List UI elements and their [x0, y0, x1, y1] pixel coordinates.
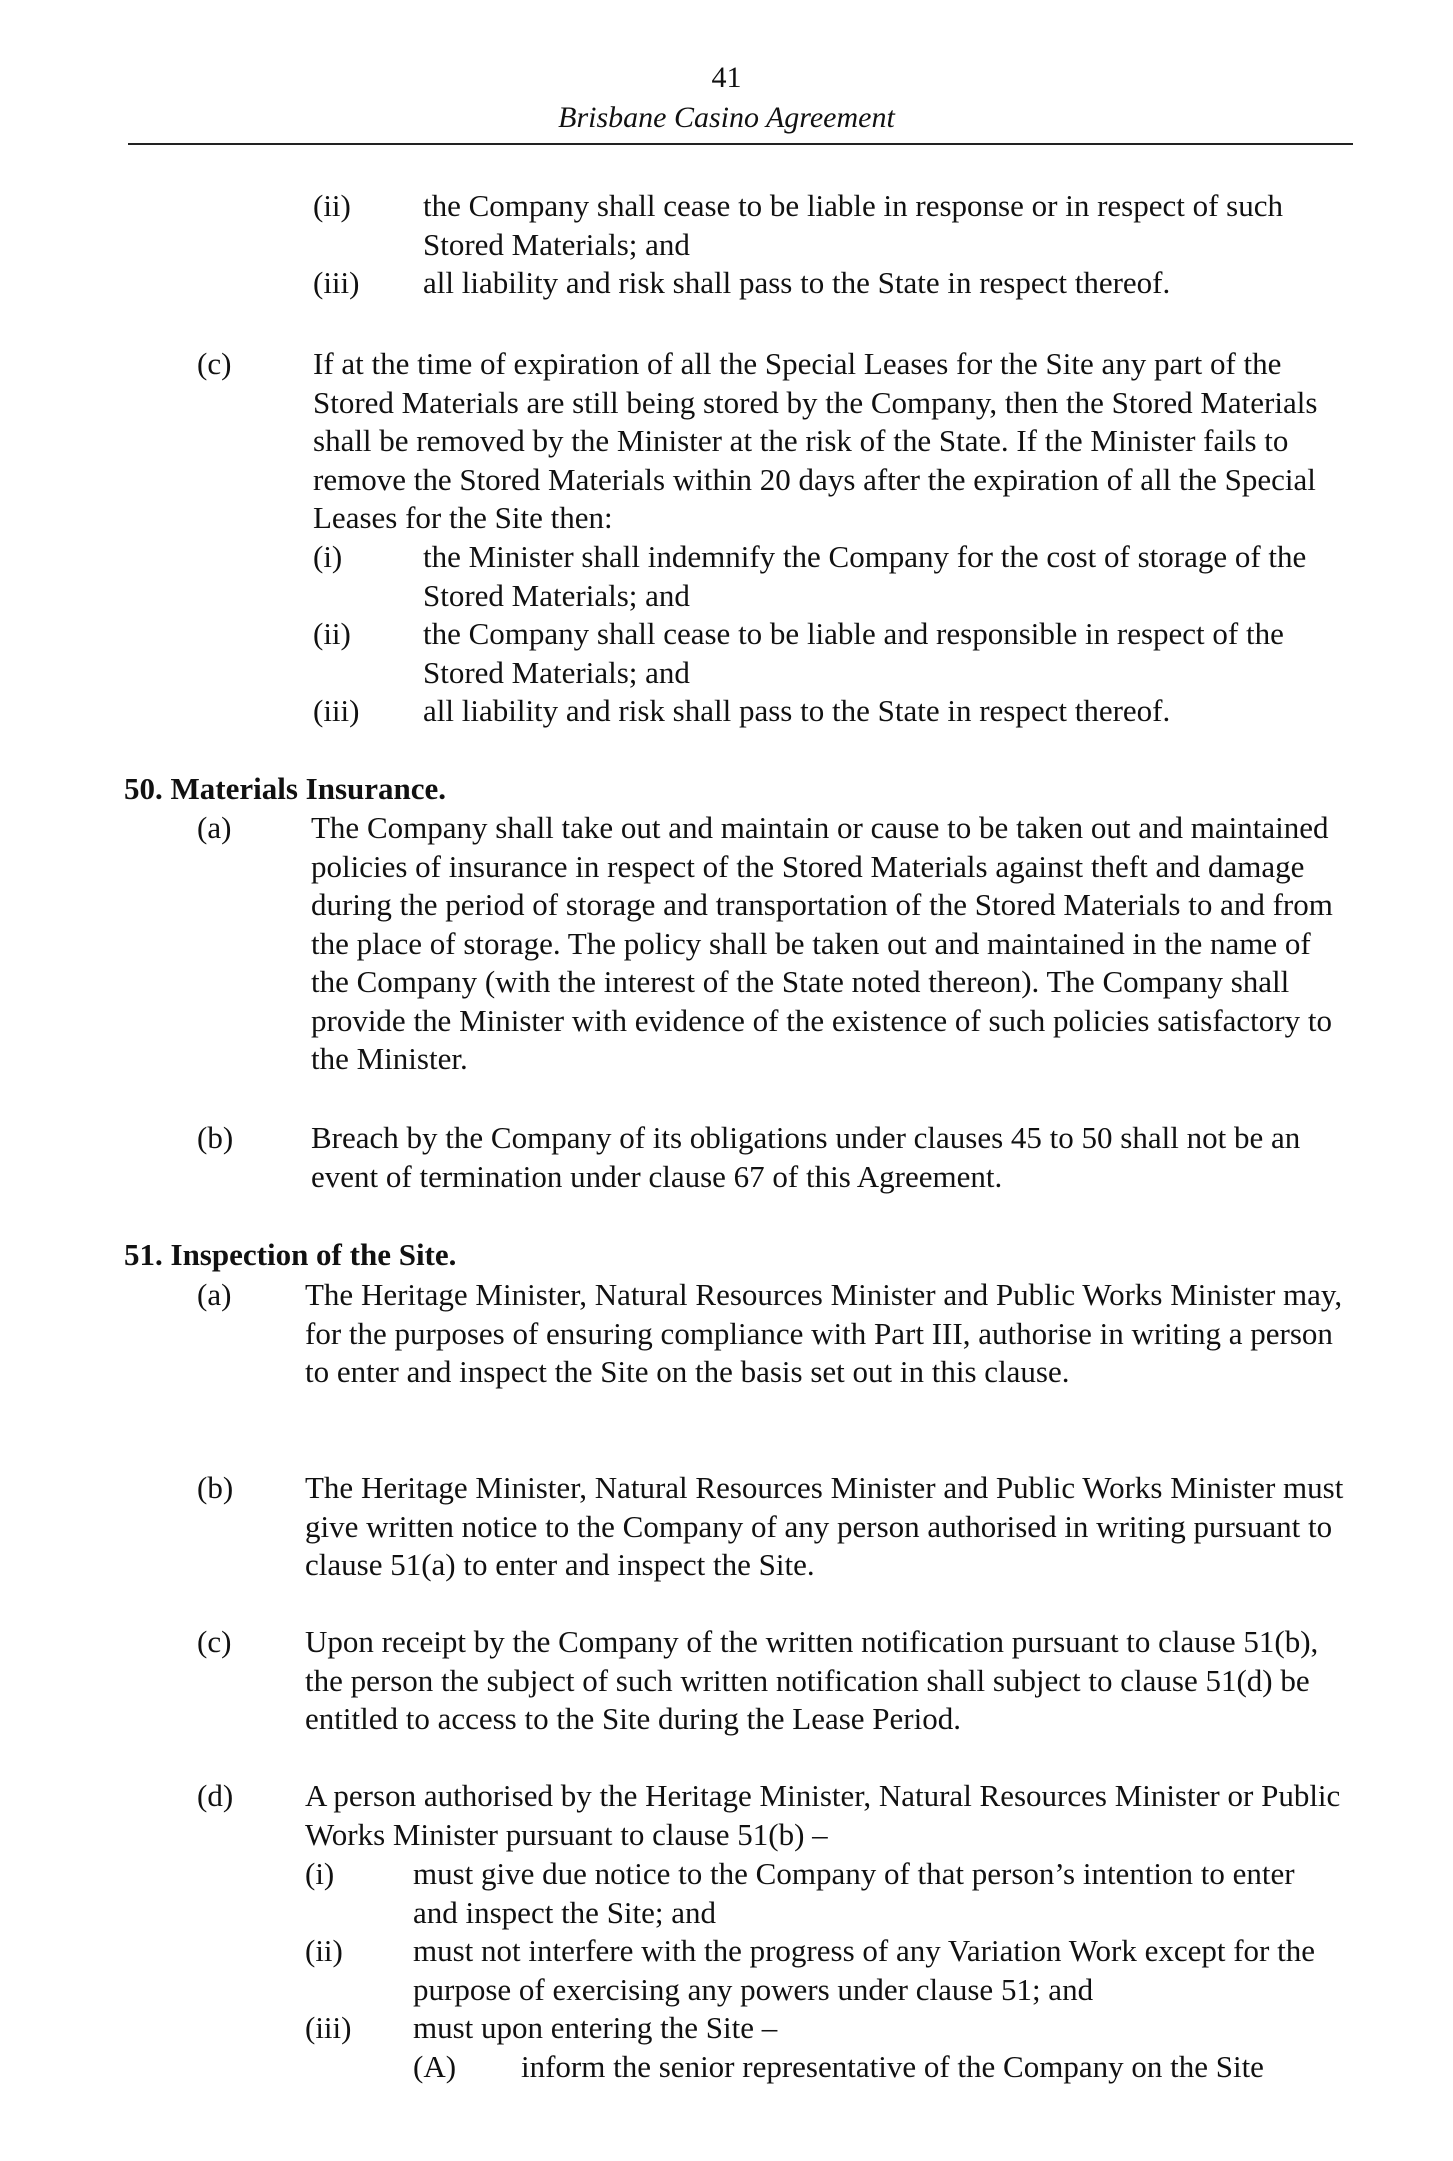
page-number: 41 — [711, 61, 742, 94]
clause-51-c-label: (c) — [197, 1624, 232, 1659]
clause-51-d-i-text: must give due notice to the Company of that person’s intention to enter and inspect the Site; and — [413, 1856, 1295, 1930]
clause-49-c-ii-label: (ii) — [313, 616, 351, 651]
clause-49-b-ii-text: the Company shall cease to be liable in response or in respect of such Stored Materials; and — [423, 188, 1283, 262]
clause-50-b-label: (b) — [197, 1120, 234, 1155]
clause-49-b-iii-text: all liability and risk shall pass to the State in respect thereof. — [423, 265, 1171, 300]
clause-51-d-ii-label: (ii) — [305, 1933, 343, 1968]
clause-49-c-i-text: the Minister shall indemnify the Company for the cost of storage of the Stored Materials; and — [423, 539, 1307, 613]
running-title: Brisbane Casino Agreement — [558, 101, 895, 134]
clause-51-b-label: (b) — [197, 1470, 234, 1505]
clause-51-a-label: (a) — [197, 1277, 232, 1312]
clause-50-a-text: The Company shall take out and maintain or cause to be taken out and maintained policies of insurance in respect of the Stored Materials against theft and damage during the period of storage and transportation of the Stored Materials to and from the place of storage. The policy shall be taken out and maintained in the name of the Company (with the interest of the State noted thereon). The Company shall provide the Minister with evidence of the existence of such policies satisfactory to the Minister. — [311, 810, 1333, 1076]
clause-51-d-iii-A-text: inform the senior representative of the Company on the Site — [521, 2049, 1264, 2084]
clause-50-a-label: (a) — [197, 810, 232, 845]
clause-51-b-text: The Heritage Minister, Natural Resources Minister and Public Works Minister must give written notice to the Company of any person authorised in writing pursuant to clause 51(a) to enter and inspect the Site. — [305, 1470, 1344, 1582]
clause-49-c-ii-text: the Company shall cease to be liable and responsible in respect of the Stored Materials; and — [423, 616, 1284, 690]
clause-49-b-iii-label: (iii) — [313, 265, 360, 300]
clause-49-b-ii-label: (ii) — [313, 188, 351, 223]
clause-49-c-iii-label: (iii) — [313, 693, 360, 728]
clause-51-d-text: A person authorised by the Heritage Minister, Natural Resources Minister or Public Works Minister pursuant to clause 51(b) – — [305, 1778, 1341, 1852]
clause-50-b-text: Breach by the Company of its obligations under clauses 45 to 50 shall not be an event of termination under clause 67 of this Agreement. — [311, 1120, 1301, 1194]
clause-51-d-label: (d) — [197, 1778, 234, 1813]
header-rule — [128, 143, 1353, 145]
clause-49-c-text: If at the time of expiration of all the Special Leases for the Site any part of the Stored Materials are still being stored by the Company, then the Stored Materials shall be removed by the Minister at the risk of the State. If the Minister fails to remove the Stored Materials within 20 days after the expiration of all the Special Leases for the Site then: — [313, 346, 1318, 535]
clause-51-c-text: Upon receipt by the Company of the written notification pursuant to clause 51(b), the person the subject of such written notification shall subject to clause 51(d) be entitled to access to the Site during the Lease Period. — [305, 1624, 1319, 1736]
clause-49-c-iii-text: all liability and risk shall pass to the State in respect thereof. — [423, 693, 1171, 728]
clause-51-d-iii-A-label: (A) — [413, 2049, 457, 2084]
clause-51-d-ii-text: must not interfere with the progress of any Variation Work except for the purpose of exercising any powers under clause 51; and — [413, 1933, 1315, 2007]
clause-50-heading: 50. Materials Insurance. — [124, 771, 447, 806]
clause-51-d-iii-text: must upon entering the Site – — [413, 2010, 778, 2045]
clause-51-a-text: The Heritage Minister, Natural Resources Minister and Public Works Minister may, for the purposes of ensuring compliance with Part III, authorise in writing a person to enter and inspect the Site on the basis set out in this clause. — [305, 1277, 1343, 1389]
clause-49-c-i-label: (i) — [313, 539, 343, 574]
clause-51-d-iii-label: (iii) — [305, 2010, 352, 2045]
clause-51-heading: 51. Inspection of the Site. — [124, 1237, 457, 1272]
clause-51-d-i-label: (i) — [305, 1856, 335, 1891]
clause-49-c-label: (c) — [197, 346, 232, 381]
